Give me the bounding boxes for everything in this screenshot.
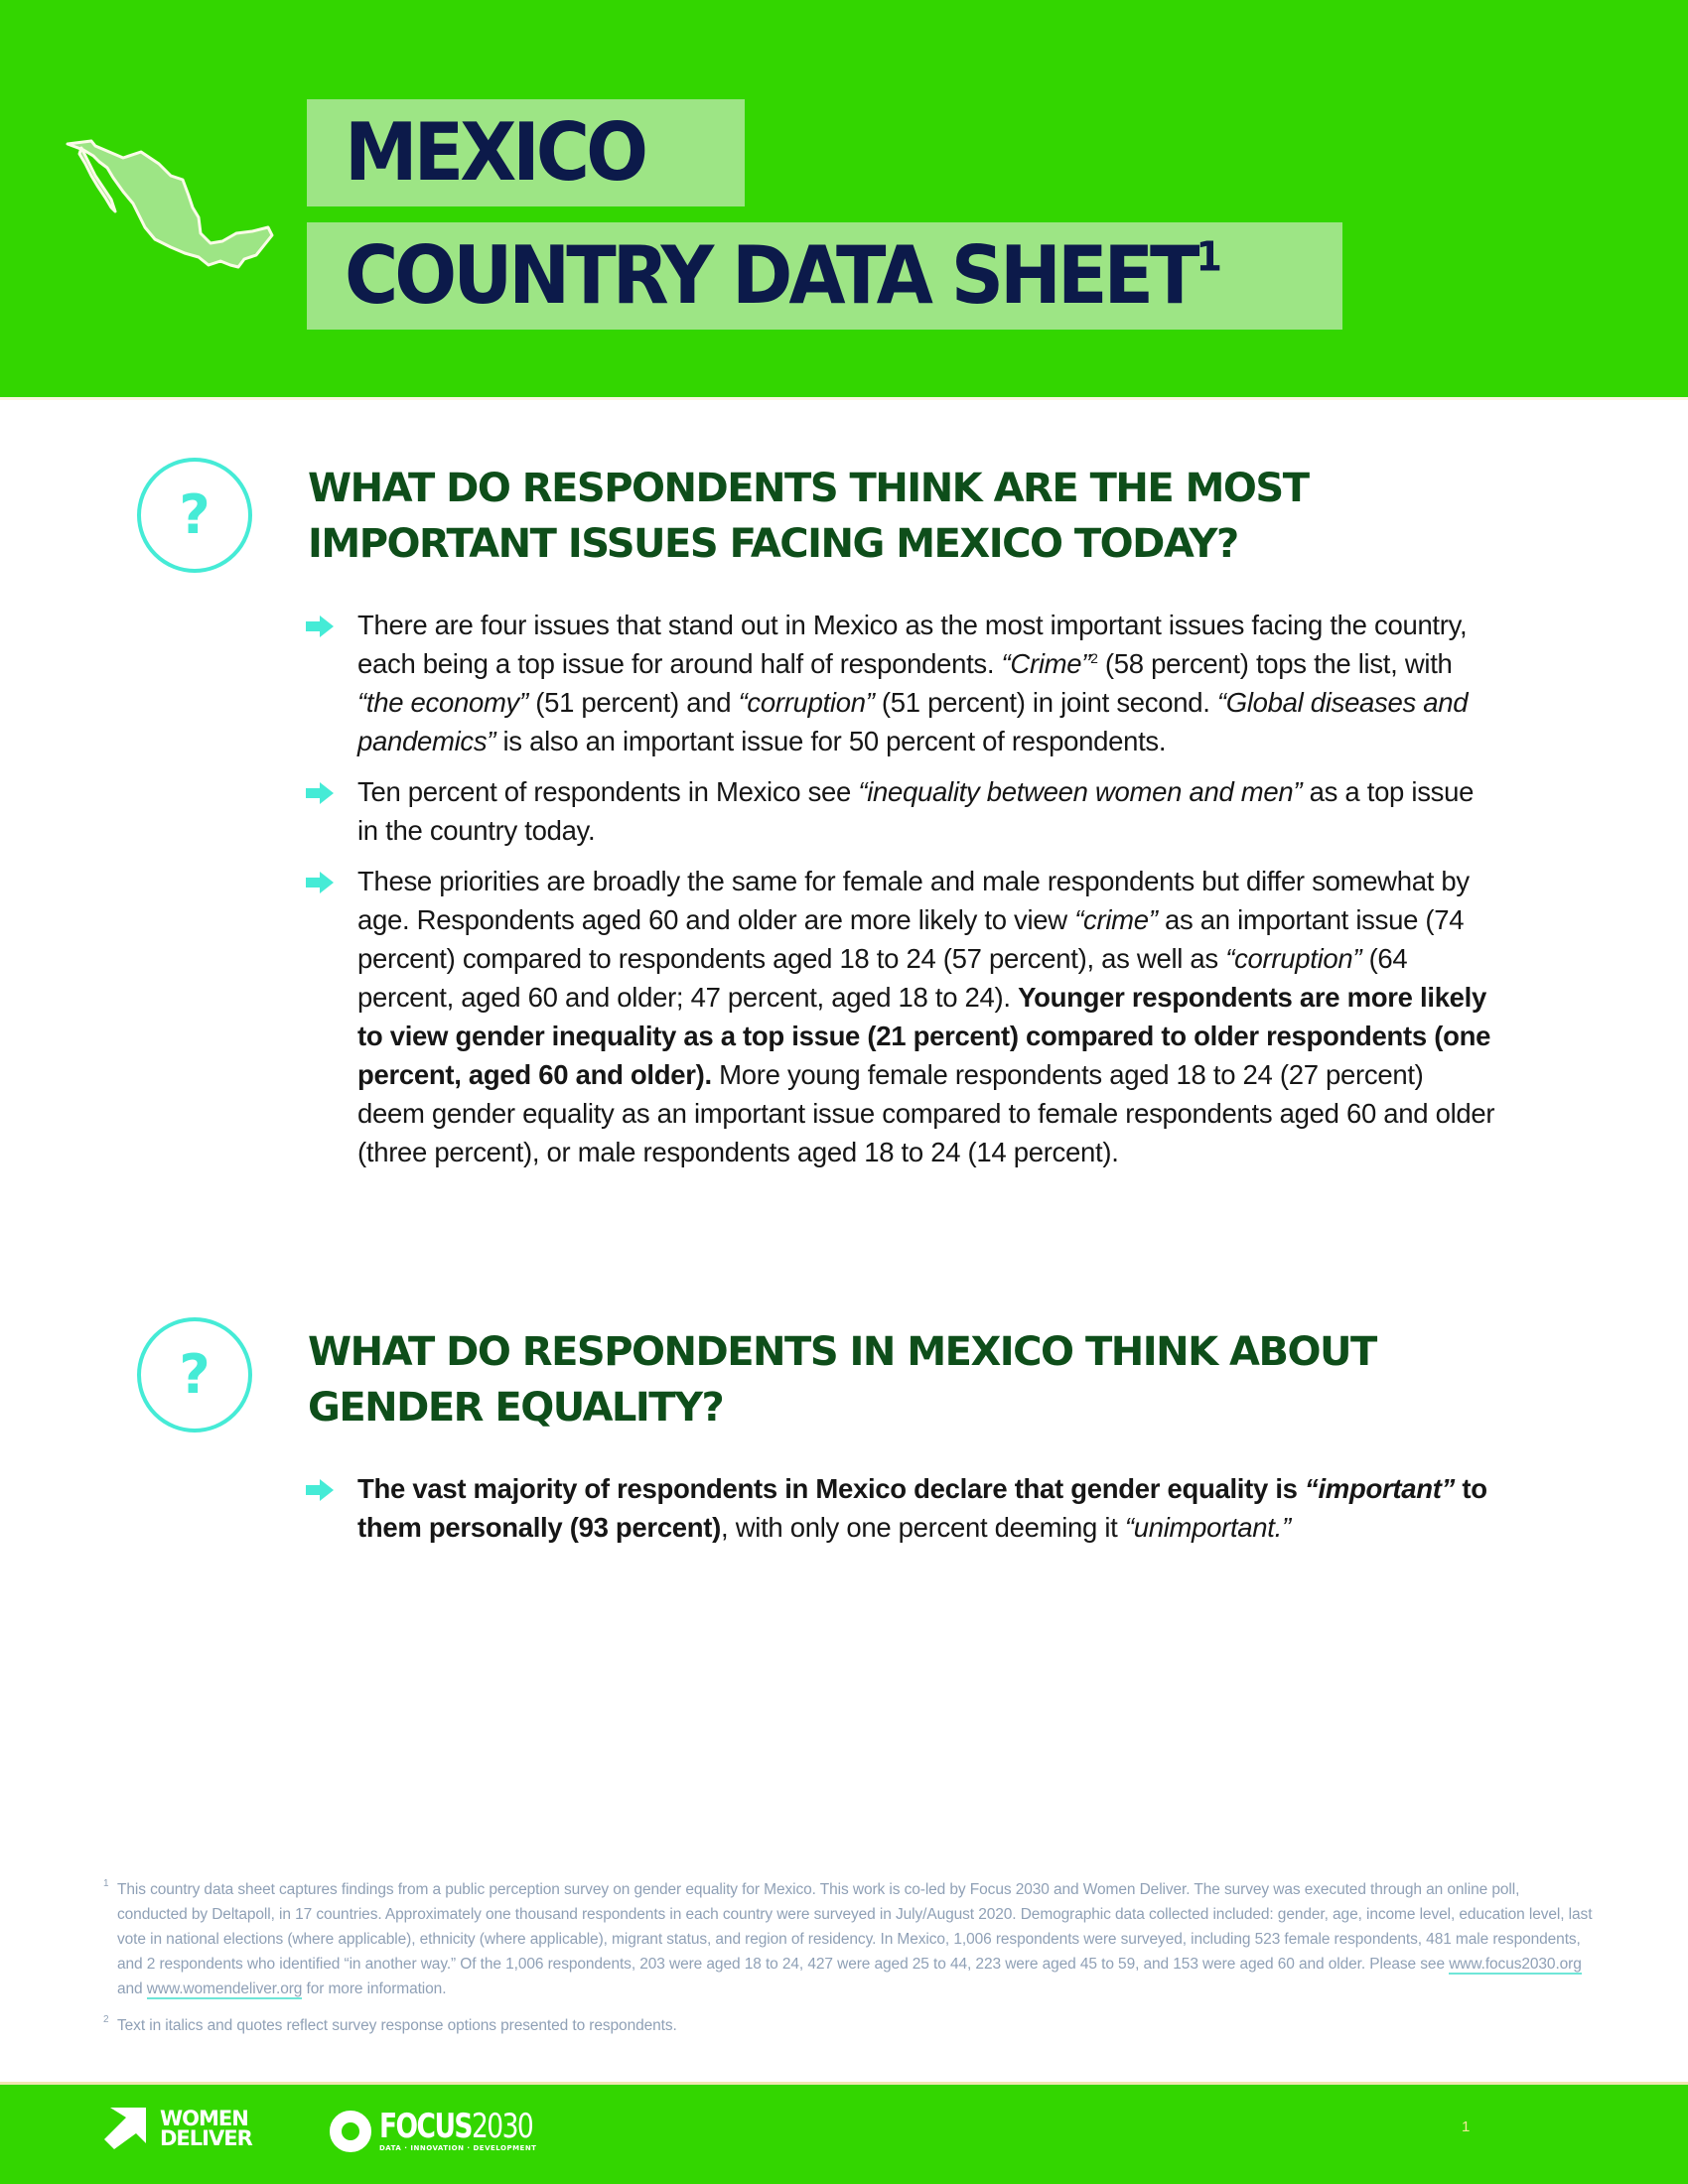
logo-line: DELIVER bbox=[160, 2126, 252, 2150]
quoted-option: “the economy” bbox=[357, 687, 528, 718]
bullet-text: as a top issue in the country today. bbox=[357, 776, 1475, 846]
logo-line: WOMEN bbox=[160, 2107, 248, 2130]
arrow-right-icon bbox=[306, 782, 334, 804]
quoted-option: “inequality between women and men” bbox=[858, 776, 1303, 807]
bullet-list-issues bbox=[306, 606, 1497, 1183]
bullet-item bbox=[306, 862, 1497, 1171]
bullet-text: More young female respondents aged 18 to 24 (27 percent) deem gender equality as an important issue compared to female respondents aged 60 and older (three percent), or male respondents aged 18 to 24 (14 percent). bbox=[357, 1059, 1495, 1167]
bullet-emphasis: to them personally (93 percent) bbox=[357, 1473, 1487, 1543]
title-box-country bbox=[307, 99, 745, 206]
footer-bar bbox=[0, 2082, 1688, 2184]
bullet-text: There are four issues that stand out in Mexico as the most important issues facing the country, each being a top issue for around half of respondents. bbox=[357, 610, 1468, 679]
bullet-emphasis: The vast majority of respondents in Mexico declare that gender equality is bbox=[357, 1473, 1306, 1504]
heading-line: IMPORTANT ISSUES FACING MEXICO TODAY? bbox=[308, 521, 1238, 567]
footnotes bbox=[103, 1877, 1593, 2038]
question-mark-icon bbox=[137, 1317, 252, 1433]
document-title-text: COUNTRY DATA SHEET bbox=[345, 229, 1196, 323]
focus-ring-icon bbox=[330, 2111, 371, 2152]
bullet-list-gender-equality bbox=[306, 1469, 1497, 1559]
footnote-text: Text in italics and quotes reflect survey response options presented to respondents. bbox=[117, 2017, 677, 2034]
logo-text-light: 2030 bbox=[471, 2107, 533, 2146]
arrow-right-icon bbox=[306, 615, 334, 637]
heading-line: GENDER EQUALITY? bbox=[308, 1385, 724, 1431]
focus2030-wordmark bbox=[379, 2107, 576, 2152]
question-mark-icon bbox=[137, 458, 252, 573]
question-mark-glyph: ? bbox=[179, 1343, 211, 1406]
section-heading-gender-equality bbox=[308, 1324, 1376, 1435]
bullet-text: These priorities are broadly the same for female and male respondents but differ somewhat by age. Respondents aged 60 and older are more likely to view bbox=[357, 866, 1470, 935]
footnote-text: This country data sheet captures findings from a public perception survey on gender equality for Mexico. This work is co-led by Focus 2030 and Women Deliver. The survey was executed through an online poll, conducted by Deltapoll, in 17 countries. Approximately one thousand respondents in each country were surveyed in July/August 2020. Demographic data collected included: gender, age, income level, education level, last vote in national elections (where applicable), ethnicity (where applicable), migrant status, and region of residency. In Mexico, 1,006 respondents were surveyed, including 523 female respondents, 481 male respondents, and 2 respondents who identified “in another way.” Of the 1,006 respondents, 203 were aged 18 to 24, 427 were aged 25 to 44, 223 were aged 45 to 59, and 153 were aged 60 and older. Please see bbox=[117, 1881, 1593, 1973]
title-box-subtitle bbox=[307, 222, 1342, 330]
focus2030-logo bbox=[330, 2107, 576, 2152]
arrow-right-icon bbox=[306, 1479, 334, 1501]
question-mark-glyph: ? bbox=[179, 483, 211, 546]
focus2030-name bbox=[379, 2107, 533, 2146]
footnote-1 bbox=[103, 1877, 1593, 2001]
footnote-text: for more information. bbox=[302, 1980, 447, 1997]
quoted-option: “Global diseases and pandemics” bbox=[357, 687, 1469, 756]
country-title: MEXICO bbox=[345, 106, 644, 200]
footnote-number: 2 bbox=[103, 2014, 109, 2025]
bullet-text: (64 percent, aged 60 and older; 47 percent, aged 18 to 24). bbox=[357, 943, 1408, 1013]
women-deliver-wordmark bbox=[160, 2109, 252, 2148]
bullet-item bbox=[306, 606, 1497, 760]
women-deliver-logo bbox=[104, 2108, 252, 2149]
arrow-right-icon bbox=[306, 872, 334, 893]
heading-line: WHAT DO RESPONDENTS IN MEXICO THINK ABOUT bbox=[308, 1329, 1376, 1375]
page-number: 1 bbox=[1462, 2118, 1471, 2135]
footnote-number: 1 bbox=[103, 1878, 109, 1889]
quoted-option: “unimportant.” bbox=[1124, 1512, 1291, 1543]
footnote-ref[interactable]: 1 bbox=[1196, 233, 1222, 281]
bullet-item bbox=[306, 1469, 1497, 1547]
bullet-text: as an important issue (74 percent) compared to respondents aged 18 to 24 (57 percent), as well as bbox=[357, 904, 1465, 974]
footnote-ref[interactable]: 2 bbox=[1090, 649, 1098, 666]
bullet-item bbox=[306, 772, 1497, 850]
bullet-text: (58 percent) tops the list, with bbox=[1097, 648, 1453, 679]
focus2030-link[interactable]: www.focus2030.org bbox=[1449, 1956, 1582, 1973]
bullet-text: Ten percent of respondents in Mexico see bbox=[357, 776, 859, 807]
footnote-text: and bbox=[117, 1980, 147, 1997]
quoted-option: “crime” bbox=[1074, 904, 1158, 935]
bullet-text: , with only one percent deeming it bbox=[721, 1512, 1125, 1543]
logo-text-bold: FOCUS bbox=[379, 2107, 472, 2146]
document-title bbox=[307, 229, 1222, 323]
bullet-emphasis: Younger respondents are more likely to view gender inequality as a top issue (21 percent) compared to older respondents (one percent, aged 60 and older). bbox=[357, 982, 1491, 1090]
focus2030-tagline: DATA · INNOVATION · DEVELOPMENT bbox=[379, 2144, 537, 2152]
arrow-up-right-icon bbox=[104, 2108, 146, 2149]
womendeliver-link[interactable]: www.womendeliver.org bbox=[146, 1980, 303, 1997]
mexico-map-icon bbox=[62, 134, 282, 273]
bullet-text: (51 percent) and bbox=[527, 687, 739, 718]
quoted-option: “Crime” bbox=[1001, 648, 1091, 679]
quoted-option: “corruption” bbox=[1225, 943, 1362, 974]
header-divider bbox=[0, 397, 1688, 400]
quoted-option: “important” bbox=[1305, 1473, 1456, 1504]
section-heading-issues bbox=[308, 461, 1309, 572]
quoted-option: “corruption” bbox=[738, 687, 875, 718]
bullet-text: (51 percent) in joint second. bbox=[874, 687, 1217, 718]
footnote-2 bbox=[103, 2013, 1593, 2038]
bullet-text: is also an important issue for 50 percent of respondents. bbox=[495, 726, 1167, 756]
heading-line: WHAT DO RESPONDENTS THINK ARE THE MOST bbox=[308, 466, 1309, 511]
